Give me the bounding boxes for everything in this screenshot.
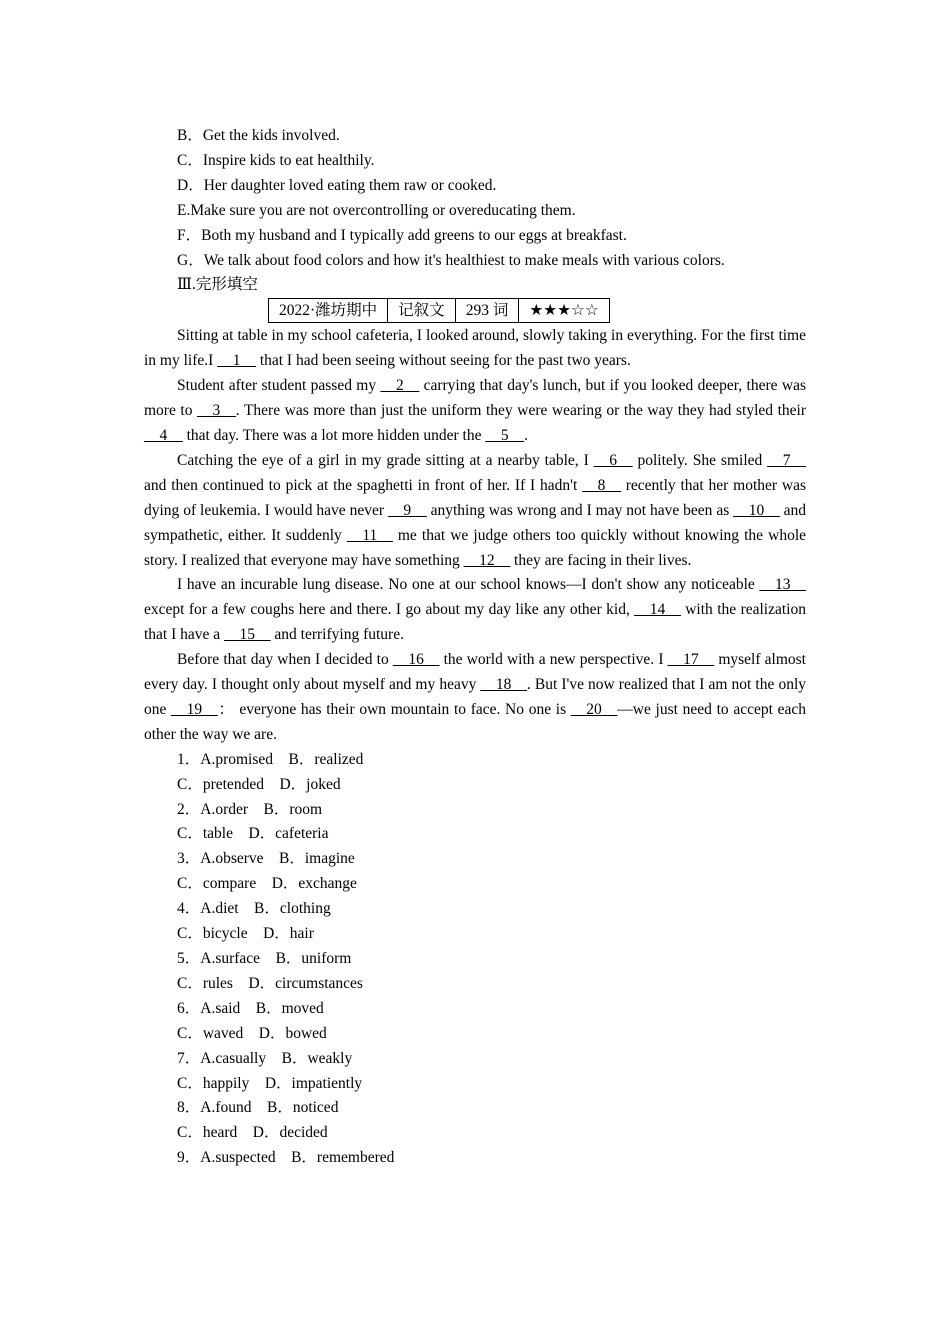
blank-6: __6__: [593, 451, 633, 469]
blank-12: __12__: [463, 551, 511, 569]
question-option-line: 3．A.observe B．imagine: [177, 850, 355, 868]
question-option-line: C．compare D．exchange: [177, 875, 357, 893]
option-c: C．Inspire kids to eat healthily.: [177, 151, 375, 169]
option-d: D．Her daughter loved eating them raw or cooked.: [177, 176, 497, 194]
passage-paragraph-1: Sitting at table in my school cafeteria, I looked around, slowly taking in everything. For the first time in my life.I __1__ that I had been seeing without seeing for the past two years.: [144, 327, 806, 370]
option-b: B．Get the kids involved.: [177, 127, 340, 144]
question-option-line: C．table D．cafeteria: [177, 825, 329, 843]
question-option-line: C．happily D．impatiently: [177, 1074, 363, 1092]
cloze-passage: [144, 324, 806, 747]
blank-8: __8__: [582, 476, 621, 494]
question-option-line: C．rules D．circumstances: [177, 974, 363, 992]
option-g: G．We talk about food colors and how it's healthiest to make meals with various colors.: [177, 251, 725, 269]
info-difficulty: ★★★☆☆: [519, 299, 609, 323]
blank-11: __11__: [346, 526, 393, 544]
passage-paragraph-5: Before that day when I decided to __16__ the world with a new perspective. I __17__ myself almost every day. I thought only about myself and my heavy __18__. But I've now realized that I am not the only one __19__： everyone has their own mountain to face. No one is __20__—we just need to accept each other the way we are.: [144, 651, 806, 743]
blank-9: __9__: [387, 501, 427, 519]
question-options: [144, 748, 806, 1171]
option-e: E.Make sure you are not overcontrolling or overeducating them.: [177, 201, 576, 219]
blank-5: __5__: [485, 426, 525, 444]
info-word-count: 293 词: [455, 299, 519, 323]
passage-paragraph-3: Catching the eye of a girl in my grade sitting at a nearby table, I __6__ politely. She smiled __7__ and then continued to pick at the spaghetti in front of her. If I hadn't __8__ recently that her mother was dying of leukemia. I would have never __9__ anything was wrong and I may not have been as __10__ and sympathetic, either. It suddenly __11__ me that we judge others too quickly without knowing the whole story. I realized that everyone may have something __12__ they are facing in their lives.: [144, 451, 807, 569]
question-option-line: 8．A.found B．noticed: [177, 1099, 339, 1117]
question-option-line: C．heard D．decided: [177, 1124, 328, 1142]
blank-10: __10__: [733, 501, 780, 519]
blank-4: __4__: [144, 426, 183, 444]
passage-info-table: [268, 298, 610, 323]
blank-7: __7__: [767, 451, 806, 469]
blank-19: __19__: [171, 700, 218, 718]
blank-16: __16__: [392, 651, 440, 669]
question-option-line: C．waved D．bowed: [177, 1024, 327, 1042]
document-page: [144, 124, 806, 1171]
blank-17: __17__: [667, 651, 715, 669]
section-heading: Ⅲ.完形填空: [177, 276, 258, 294]
info-source: 2022·潍坊期中: [269, 299, 388, 323]
blank-2: __2__: [380, 377, 420, 395]
blank-13: __13__: [759, 576, 806, 594]
blank-14: __14__: [634, 601, 681, 619]
info-genre: 记叙文: [388, 299, 456, 323]
question-option-line: C．pretended D．joked: [177, 775, 341, 793]
blank-1: __1__: [217, 352, 256, 370]
question-option-line: 2．A.order B．room: [177, 800, 323, 818]
question-option-line: 7．A.casually B．weakly: [177, 1049, 353, 1067]
passage-paragraph-4: I have an incurable lung disease. No one at our school knows—I don't show any noticeable __13__ except for a few coughs here and there. I go about my day like any other kid, __14__ with the realization that I have a __15__ and terrifying future.: [144, 576, 806, 644]
question-option-line: 6．A.said B．moved: [177, 999, 324, 1017]
question-option-line: 4．A.diet B．clothing: [177, 900, 331, 918]
option-f: F．Both my husband and I typically add greens to our eggs at breakfast.: [177, 226, 627, 244]
question-option-line: 5．A.surface B．uniform: [177, 950, 352, 967]
question-option-line: 1．A.promised B．realized: [177, 750, 364, 768]
blank-20: __20__: [570, 700, 618, 718]
question-option-line: C．bicycle D．hair: [177, 925, 314, 943]
previous-options: [144, 124, 806, 273]
blank-3: __3__: [197, 402, 236, 420]
question-option-line: 9．A.suspected B．remembered: [177, 1149, 395, 1167]
passage-paragraph-2: Student after student passed my __2__ carrying that day's lunch, but if you looked deeper, there was more to __3__. There was more than just the uniform they were wearing or the way they had styled their __4__ that day. There was a lot more hidden under the __5__.: [144, 377, 806, 444]
blank-18: __18__: [480, 676, 527, 694]
blank-15: __15__: [224, 626, 271, 644]
